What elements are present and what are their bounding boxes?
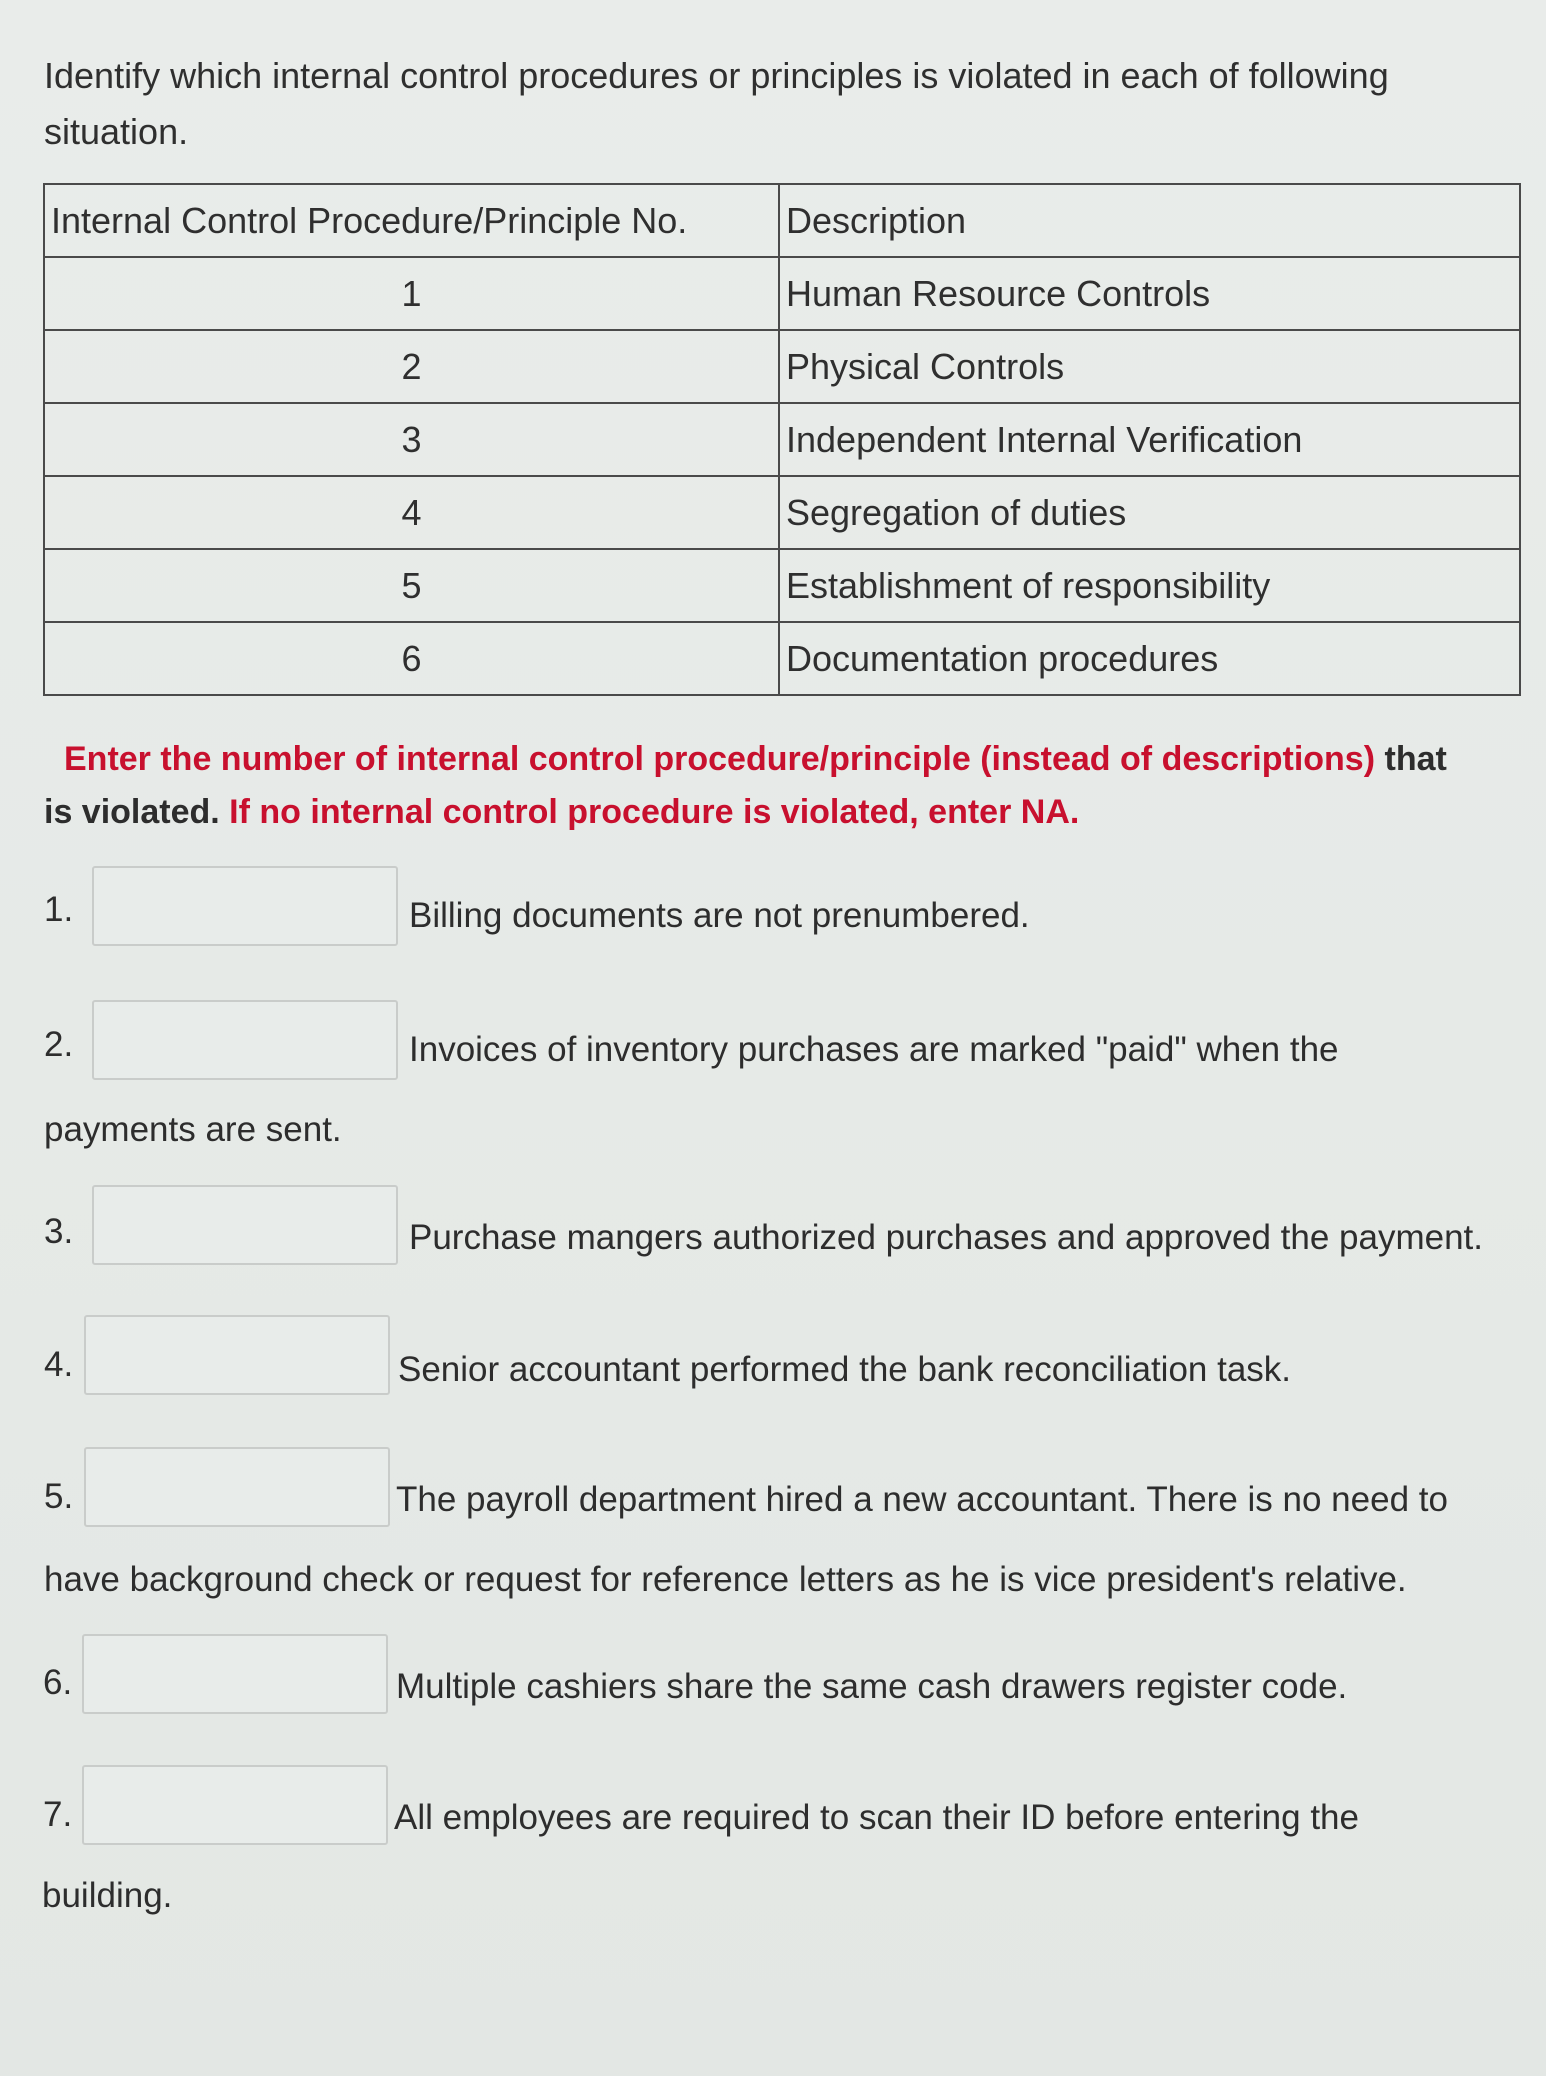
procedure-description: Human Resource Controls (779, 257, 1520, 330)
procedure-number: 2 (44, 330, 779, 403)
procedure-description: Physical Controls (779, 330, 1520, 403)
question-number: 2. (44, 1025, 74, 1064)
question-number: 6. (43, 1663, 73, 1702)
question-number: 5. (44, 1477, 74, 1516)
question-text: The payroll department hired a new accountant. There is no need to (396, 1480, 1448, 1519)
procedure-number: 3 (44, 403, 779, 476)
table-header-row (44, 184, 1520, 257)
procedure-number: 1 (44, 257, 779, 330)
question-text-continuation: building. (42, 1876, 173, 1915)
answer-input-2[interactable] (92, 1000, 398, 1080)
question-text-continuation: have background check or request for reference letters as he is vice president's relative. (44, 1560, 1407, 1599)
header-procedure-no: Internal Control Procedure/Principle No. (44, 184, 779, 257)
question-text: Invoices of inventory purchases are marked "paid" when the (409, 1030, 1339, 1069)
question-text-continuation: payments are sent. (44, 1110, 342, 1149)
question-number: 1. (44, 890, 74, 929)
procedure-number: 5 (44, 549, 779, 622)
question-text: Senior accountant performed the bank reconciliation task. (398, 1350, 1292, 1389)
answer-input-6[interactable] (82, 1634, 388, 1714)
question-number: 4. (44, 1345, 74, 1384)
answer-input-5[interactable] (84, 1447, 390, 1527)
directions-plain: that is violated. (44, 740, 1447, 831)
procedure-number: 6 (44, 622, 779, 695)
instruction-text: Identify which internal control procedures or principles is violated in each of following situation. (44, 55, 1389, 152)
question-number: 3. (44, 1212, 74, 1251)
table-row (44, 549, 1520, 622)
procedure-description: Independent Internal Verification (779, 403, 1520, 476)
controls-table (43, 183, 1521, 696)
question-text: Billing documents are not prenumbered. (409, 896, 1030, 935)
question-text: Multiple cashiers share the same cash drawers register code. (396, 1667, 1348, 1706)
answer-input-1[interactable] (92, 866, 398, 946)
table-row (44, 330, 1520, 403)
table-row (44, 622, 1520, 695)
answer-input-4[interactable] (84, 1315, 390, 1395)
directions-na-note: If no internal control procedure is violated, enter NA. (219, 793, 1080, 831)
directions-emphasis: Enter the number of internal control procedure/principle (instead of descriptions) (64, 740, 1376, 778)
table-row (44, 403, 1520, 476)
procedure-number: 4 (44, 476, 779, 549)
table-row (44, 476, 1520, 549)
answer-input-3[interactable] (92, 1185, 398, 1265)
question-text: Purchase mangers authorized purchases and approved the payment. (409, 1218, 1483, 1257)
procedure-description: Establishment of responsibility (779, 549, 1520, 622)
table-row (44, 257, 1520, 330)
question-number: 7. (43, 1795, 73, 1834)
procedure-description: Segregation of duties (779, 476, 1520, 549)
directions-text (44, 733, 1484, 839)
answer-input-7[interactable] (82, 1765, 388, 1845)
header-description: Description (779, 184, 1520, 257)
procedure-description: Documentation procedures (779, 622, 1520, 695)
question-text: All employees are required to scan their ID before entering the (394, 1798, 1359, 1837)
